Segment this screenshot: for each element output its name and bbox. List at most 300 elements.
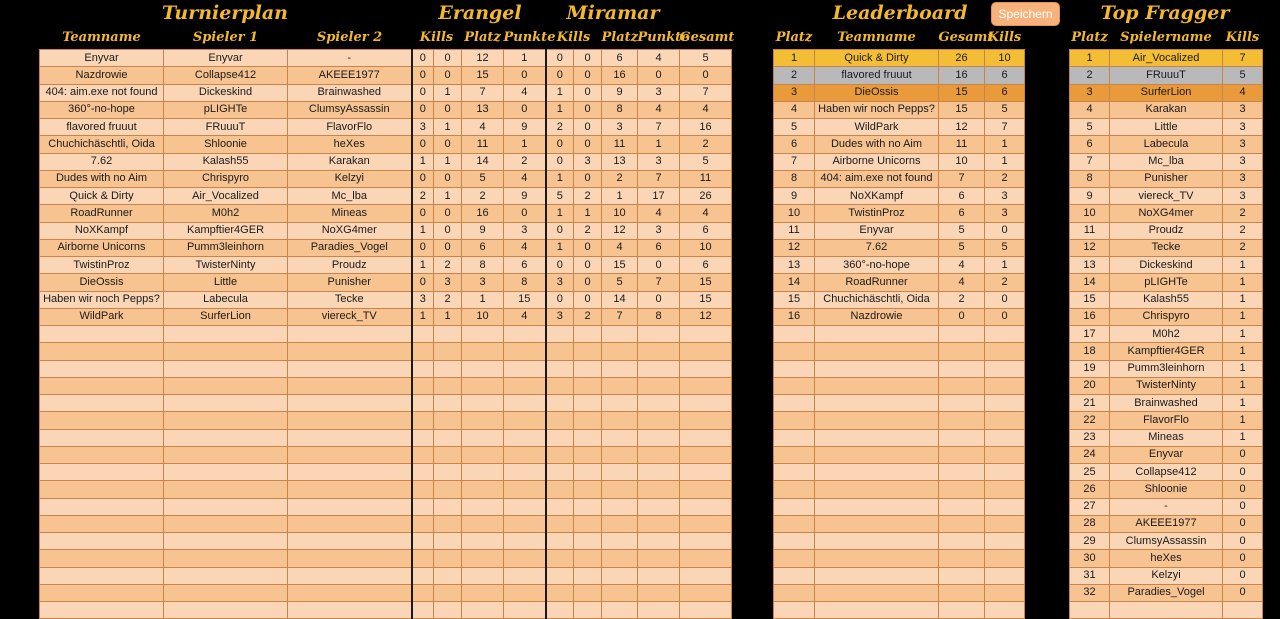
- table-cell[interactable]: NoXKampf: [40, 222, 164, 239]
- table-cell[interactable]: 0: [546, 136, 574, 153]
- table-cell[interactable]: 7: [602, 308, 638, 325]
- table-cell[interactable]: 15: [680, 291, 732, 308]
- table-cell[interactable]: 30: [1070, 550, 1110, 567]
- table-cell[interactable]: Karakan: [1110, 101, 1223, 118]
- table-cell[interactable]: Proudz: [1110, 222, 1223, 239]
- table-cell[interactable]: [680, 326, 732, 343]
- table-cell[interactable]: [985, 343, 1025, 360]
- table-cell[interactable]: [434, 446, 462, 463]
- table-cell[interactable]: Chuchichäschtli, Oida: [815, 291, 939, 308]
- table-cell[interactable]: [774, 446, 815, 463]
- table-cell[interactable]: 26: [939, 50, 985, 67]
- table-cell[interactable]: [462, 360, 504, 377]
- table-cell[interactable]: M0h2: [164, 205, 288, 222]
- table-cell[interactable]: [774, 481, 815, 498]
- table-cell[interactable]: [638, 429, 680, 446]
- table-cell[interactable]: 3: [546, 308, 574, 325]
- table-cell[interactable]: 6: [680, 257, 732, 274]
- table-cell[interactable]: 4: [638, 50, 680, 67]
- table-cell[interactable]: [546, 464, 574, 481]
- table-cell[interactable]: AKEEE1977: [1110, 515, 1223, 532]
- table-cell[interactable]: 27: [1070, 498, 1110, 515]
- table-cell[interactable]: [1110, 602, 1223, 619]
- table-cell[interactable]: 10: [774, 205, 815, 222]
- table-cell[interactable]: [546, 602, 574, 619]
- table-cell[interactable]: Punisher: [1110, 170, 1223, 187]
- table-cell[interactable]: 15: [774, 291, 815, 308]
- table-cell[interactable]: [288, 429, 412, 446]
- table-cell[interactable]: 6: [985, 84, 1025, 101]
- table-cell[interactable]: Shloonie: [164, 136, 288, 153]
- table-cell[interactable]: [939, 446, 985, 463]
- table-cell[interactable]: 8: [462, 257, 504, 274]
- table-cell[interactable]: 3: [546, 274, 574, 291]
- table-cell[interactable]: [462, 533, 504, 550]
- table-cell[interactable]: 2: [939, 291, 985, 308]
- table-cell[interactable]: [412, 515, 434, 532]
- table-cell[interactable]: WildPark: [40, 308, 164, 325]
- table-cell[interactable]: 15: [1070, 291, 1110, 308]
- table-cell[interactable]: ClumsyAssassin: [288, 101, 412, 118]
- table-cell[interactable]: viereck_TV: [288, 308, 412, 325]
- table-cell[interactable]: 1: [1223, 360, 1263, 377]
- table-cell[interactable]: 1: [434, 119, 462, 136]
- table-cell[interactable]: 6: [1070, 136, 1110, 153]
- table-cell[interactable]: 0: [939, 308, 985, 325]
- table-cell[interactable]: 2: [985, 274, 1025, 291]
- table-cell[interactable]: 1: [412, 308, 434, 325]
- table-cell[interactable]: 0: [412, 274, 434, 291]
- table-cell[interactable]: 1: [985, 153, 1025, 170]
- table-cell[interactable]: [815, 343, 939, 360]
- table-cell[interactable]: 1: [1223, 377, 1263, 394]
- table-cell[interactable]: 6: [504, 257, 546, 274]
- table-cell[interactable]: [434, 584, 462, 601]
- table-cell[interactable]: [774, 326, 815, 343]
- table-cell[interactable]: Tecke: [1110, 239, 1223, 256]
- table-cell[interactable]: 5: [680, 50, 732, 67]
- table-cell[interactable]: [815, 533, 939, 550]
- table-cell[interactable]: Enyvar: [164, 50, 288, 67]
- table-cell[interactable]: [504, 412, 546, 429]
- table-cell[interactable]: 0: [638, 257, 680, 274]
- table-cell[interactable]: [985, 533, 1025, 550]
- table-cell[interactable]: 0: [574, 67, 602, 84]
- table-cell[interactable]: 2: [1223, 222, 1263, 239]
- table-cell[interactable]: 0: [434, 170, 462, 187]
- table-cell[interactable]: 2: [434, 257, 462, 274]
- table-cell[interactable]: [680, 464, 732, 481]
- table-cell[interactable]: 5: [680, 153, 732, 170]
- table-cell[interactable]: 4: [680, 101, 732, 118]
- table-cell[interactable]: 4: [638, 101, 680, 118]
- table-cell[interactable]: [939, 567, 985, 584]
- table-cell[interactable]: 0: [412, 170, 434, 187]
- table-cell[interactable]: Punisher: [288, 274, 412, 291]
- table-cell[interactable]: Tecke: [288, 291, 412, 308]
- table-cell[interactable]: [164, 584, 288, 601]
- table-cell[interactable]: [985, 498, 1025, 515]
- table-cell[interactable]: 17: [1070, 326, 1110, 343]
- table-cell[interactable]: 8: [1070, 170, 1110, 187]
- table-cell[interactable]: [602, 395, 638, 412]
- table-cell[interactable]: 10: [1070, 205, 1110, 222]
- table-cell[interactable]: [412, 395, 434, 412]
- table-cell[interactable]: [939, 395, 985, 412]
- table-cell[interactable]: Quick & Dirty: [815, 50, 939, 67]
- table-cell[interactable]: 12: [680, 308, 732, 325]
- table-cell[interactable]: 7: [638, 274, 680, 291]
- table-cell[interactable]: [602, 429, 638, 446]
- table-cell[interactable]: [774, 343, 815, 360]
- table-cell[interactable]: [574, 446, 602, 463]
- table-cell[interactable]: 26: [1070, 481, 1110, 498]
- table-cell[interactable]: 2: [1223, 205, 1263, 222]
- table-cell[interactable]: [774, 498, 815, 515]
- table-cell[interactable]: 0: [504, 67, 546, 84]
- table-cell[interactable]: [40, 481, 164, 498]
- table-cell[interactable]: [434, 360, 462, 377]
- table-cell[interactable]: [602, 360, 638, 377]
- table-cell[interactable]: 7: [462, 84, 504, 101]
- table-cell[interactable]: [546, 360, 574, 377]
- table-cell[interactable]: [602, 464, 638, 481]
- table-cell[interactable]: flavored fruuut: [815, 67, 939, 84]
- table-cell[interactable]: 1: [434, 84, 462, 101]
- table-cell[interactable]: [546, 481, 574, 498]
- table-cell[interactable]: [412, 584, 434, 601]
- table-cell[interactable]: 9: [504, 188, 546, 205]
- table-cell[interactable]: [638, 567, 680, 584]
- table-cell[interactable]: Collapse412: [164, 67, 288, 84]
- table-cell[interactable]: [815, 602, 939, 619]
- table-cell[interactable]: 0: [412, 67, 434, 84]
- table-cell[interactable]: [574, 602, 602, 619]
- table-cell[interactable]: [638, 481, 680, 498]
- table-cell[interactable]: 0: [412, 101, 434, 118]
- table-cell[interactable]: [462, 377, 504, 394]
- table-cell[interactable]: [504, 515, 546, 532]
- table-cell[interactable]: Karakan: [288, 153, 412, 170]
- table-cell[interactable]: [288, 464, 412, 481]
- table-cell[interactable]: AKEEE1977: [288, 67, 412, 84]
- table-cell[interactable]: [602, 567, 638, 584]
- table-cell[interactable]: 7: [774, 153, 815, 170]
- table-cell[interactable]: 15: [504, 291, 546, 308]
- table-cell[interactable]: 0: [546, 291, 574, 308]
- table-cell[interactable]: [504, 584, 546, 601]
- table-cell[interactable]: [939, 429, 985, 446]
- table-cell[interactable]: [602, 550, 638, 567]
- table-cell[interactable]: [602, 602, 638, 619]
- table-cell[interactable]: 11: [939, 136, 985, 153]
- table-cell[interactable]: 4: [504, 239, 546, 256]
- table-cell[interactable]: [574, 515, 602, 532]
- table-cell[interactable]: 6: [602, 50, 638, 67]
- table-cell[interactable]: 4: [504, 170, 546, 187]
- table-cell[interactable]: 6: [774, 136, 815, 153]
- table-cell[interactable]: [680, 515, 732, 532]
- table-cell[interactable]: 0: [574, 84, 602, 101]
- table-cell[interactable]: [574, 377, 602, 394]
- table-cell[interactable]: 13: [462, 101, 504, 118]
- table-cell[interactable]: 1: [1223, 395, 1263, 412]
- table-cell[interactable]: 0: [638, 67, 680, 84]
- table-cell[interactable]: 0: [434, 101, 462, 118]
- table-cell[interactable]: 9: [774, 188, 815, 205]
- table-cell[interactable]: [939, 584, 985, 601]
- table-cell[interactable]: [602, 412, 638, 429]
- table-cell[interactable]: 0: [434, 50, 462, 67]
- table-cell[interactable]: [434, 464, 462, 481]
- table-cell[interactable]: [288, 377, 412, 394]
- table-cell[interactable]: [985, 377, 1025, 394]
- table-cell[interactable]: 0: [546, 257, 574, 274]
- table-cell[interactable]: 25: [1070, 464, 1110, 481]
- table-cell[interactable]: 1: [434, 188, 462, 205]
- table-cell[interactable]: 0: [1223, 550, 1263, 567]
- table-cell[interactable]: [574, 395, 602, 412]
- table-cell[interactable]: [939, 481, 985, 498]
- table-cell[interactable]: [288, 584, 412, 601]
- table-cell[interactable]: Proudz: [288, 257, 412, 274]
- table-cell[interactable]: 15: [680, 274, 732, 291]
- table-cell[interactable]: Little: [164, 274, 288, 291]
- table-cell[interactable]: Little: [1110, 119, 1223, 136]
- table-cell[interactable]: 4: [680, 205, 732, 222]
- table-cell[interactable]: 4: [774, 101, 815, 118]
- table-cell[interactable]: [815, 498, 939, 515]
- table-cell[interactable]: [40, 395, 164, 412]
- table-cell[interactable]: 22: [1070, 412, 1110, 429]
- table-cell[interactable]: [462, 498, 504, 515]
- table-cell[interactable]: Mc_lba: [1110, 153, 1223, 170]
- table-cell[interactable]: [985, 360, 1025, 377]
- table-cell[interactable]: [574, 533, 602, 550]
- table-cell[interactable]: 11: [680, 170, 732, 187]
- table-cell[interactable]: 2: [574, 308, 602, 325]
- table-cell[interactable]: 18: [1070, 343, 1110, 360]
- table-cell[interactable]: [434, 567, 462, 584]
- table-cell[interactable]: [774, 395, 815, 412]
- table-cell[interactable]: [638, 602, 680, 619]
- table-cell[interactable]: Kelzyi: [1110, 567, 1223, 584]
- table-cell[interactable]: 12: [1070, 239, 1110, 256]
- table-cell[interactable]: FlavorFlo: [1110, 412, 1223, 429]
- table-cell[interactable]: [602, 343, 638, 360]
- table-cell[interactable]: Collapse412: [1110, 464, 1223, 481]
- table-cell[interactable]: 0: [574, 291, 602, 308]
- table-cell[interactable]: 0: [574, 170, 602, 187]
- table-cell[interactable]: [40, 464, 164, 481]
- table-cell[interactable]: 5: [1223, 67, 1263, 84]
- table-cell[interactable]: 8: [504, 274, 546, 291]
- table-cell[interactable]: RoadRunner: [815, 274, 939, 291]
- table-cell[interactable]: 0: [412, 136, 434, 153]
- table-cell[interactable]: [939, 464, 985, 481]
- table-cell[interactable]: [638, 550, 680, 567]
- table-cell[interactable]: [462, 446, 504, 463]
- table-cell[interactable]: [434, 550, 462, 567]
- table-cell[interactable]: Brainwashed: [288, 84, 412, 101]
- table-cell[interactable]: flavored fruuut: [40, 119, 164, 136]
- table-cell[interactable]: [288, 533, 412, 550]
- table-cell[interactable]: [1070, 602, 1110, 619]
- table-cell[interactable]: [815, 481, 939, 498]
- table-cell[interactable]: 5: [985, 239, 1025, 256]
- table-cell[interactable]: 14: [462, 153, 504, 170]
- table-cell[interactable]: 0: [546, 67, 574, 84]
- table-cell[interactable]: [680, 481, 732, 498]
- table-cell[interactable]: [815, 515, 939, 532]
- table-cell[interactable]: [434, 429, 462, 446]
- table-cell[interactable]: heXes: [1110, 550, 1223, 567]
- table-cell[interactable]: 0: [434, 239, 462, 256]
- table-cell[interactable]: [574, 584, 602, 601]
- table-cell[interactable]: [40, 360, 164, 377]
- table-cell[interactable]: [412, 602, 434, 619]
- table-cell[interactable]: 0: [574, 101, 602, 118]
- table-cell[interactable]: [40, 602, 164, 619]
- table-cell[interactable]: [985, 515, 1025, 532]
- table-cell[interactable]: 11: [1070, 222, 1110, 239]
- table-cell[interactable]: [574, 464, 602, 481]
- table-cell[interactable]: 2: [546, 119, 574, 136]
- table-cell[interactable]: 0: [574, 50, 602, 67]
- table-cell[interactable]: [164, 515, 288, 532]
- table-cell[interactable]: [164, 464, 288, 481]
- table-cell[interactable]: 3: [434, 274, 462, 291]
- table-cell[interactable]: Labecula: [164, 291, 288, 308]
- table-cell[interactable]: [434, 377, 462, 394]
- table-cell[interactable]: 0: [434, 222, 462, 239]
- table-cell[interactable]: 2: [434, 291, 462, 308]
- table-cell[interactable]: 0: [434, 67, 462, 84]
- table-cell[interactable]: 7.62: [40, 153, 164, 170]
- table-cell[interactable]: 6: [985, 67, 1025, 84]
- table-cell[interactable]: [412, 377, 434, 394]
- table-cell[interactable]: Enyvar: [40, 50, 164, 67]
- table-cell[interactable]: [985, 446, 1025, 463]
- table-cell[interactable]: [164, 360, 288, 377]
- table-cell[interactable]: 0: [985, 308, 1025, 325]
- table-cell[interactable]: 0: [1223, 533, 1263, 550]
- table-cell[interactable]: Airborne Unicorns: [815, 153, 939, 170]
- table-cell[interactable]: 4: [1070, 101, 1110, 118]
- table-cell[interactable]: TwistinProz: [40, 257, 164, 274]
- table-cell[interactable]: 4: [462, 119, 504, 136]
- table-cell[interactable]: [412, 498, 434, 515]
- table-cell[interactable]: [462, 584, 504, 601]
- table-cell[interactable]: [680, 550, 732, 567]
- table-cell[interactable]: 21: [1070, 395, 1110, 412]
- table-cell[interactable]: 1: [412, 153, 434, 170]
- table-cell[interactable]: [939, 360, 985, 377]
- table-cell[interactable]: 0: [1223, 498, 1263, 515]
- table-cell[interactable]: [774, 464, 815, 481]
- table-cell[interactable]: [462, 326, 504, 343]
- table-cell[interactable]: [815, 377, 939, 394]
- table-cell[interactable]: 2: [602, 170, 638, 187]
- table-cell[interactable]: 13: [602, 153, 638, 170]
- table-cell[interactable]: [164, 446, 288, 463]
- table-cell[interactable]: 6: [680, 222, 732, 239]
- table-cell[interactable]: 10: [985, 50, 1025, 67]
- table-cell[interactable]: [40, 377, 164, 394]
- table-cell[interactable]: [288, 326, 412, 343]
- table-cell[interactable]: [462, 602, 504, 619]
- table-cell[interactable]: [638, 377, 680, 394]
- table-cell[interactable]: [288, 481, 412, 498]
- table-cell[interactable]: [504, 343, 546, 360]
- table-cell[interactable]: 3: [412, 291, 434, 308]
- table-cell[interactable]: 1: [1223, 412, 1263, 429]
- table-cell[interactable]: 15: [462, 67, 504, 84]
- table-cell[interactable]: 5: [939, 239, 985, 256]
- table-cell[interactable]: 1: [574, 205, 602, 222]
- table-cell[interactable]: 5: [939, 222, 985, 239]
- table-cell[interactable]: 8: [602, 101, 638, 118]
- table-cell[interactable]: [434, 343, 462, 360]
- table-cell[interactable]: 29: [1070, 533, 1110, 550]
- table-cell[interactable]: TwistinProz: [815, 205, 939, 222]
- table-cell[interactable]: [462, 550, 504, 567]
- table-cell[interactable]: [40, 584, 164, 601]
- table-cell[interactable]: 12: [602, 222, 638, 239]
- table-cell[interactable]: 0: [434, 136, 462, 153]
- table-cell[interactable]: 1: [504, 50, 546, 67]
- table-cell[interactable]: pLIGHTe: [1110, 274, 1223, 291]
- table-cell[interactable]: 0: [546, 153, 574, 170]
- table-cell[interactable]: 13: [774, 257, 815, 274]
- table-cell[interactable]: [602, 326, 638, 343]
- table-cell[interactable]: [602, 533, 638, 550]
- table-cell[interactable]: TwisterNinty: [1110, 377, 1223, 394]
- table-cell[interactable]: 0: [985, 291, 1025, 308]
- table-cell[interactable]: [680, 567, 732, 584]
- table-cell[interactable]: Kalash55: [1110, 291, 1223, 308]
- table-cell[interactable]: [164, 429, 288, 446]
- table-cell[interactable]: [40, 429, 164, 446]
- table-cell[interactable]: [574, 326, 602, 343]
- table-cell[interactable]: [412, 464, 434, 481]
- table-cell[interactable]: 0: [546, 222, 574, 239]
- table-cell[interactable]: [815, 360, 939, 377]
- table-cell[interactable]: [774, 429, 815, 446]
- table-cell[interactable]: [412, 533, 434, 550]
- table-cell[interactable]: [434, 602, 462, 619]
- table-cell[interactable]: Dickeskind: [164, 84, 288, 101]
- table-cell[interactable]: Labecula: [1110, 136, 1223, 153]
- table-cell[interactable]: 1: [1223, 429, 1263, 446]
- table-cell[interactable]: [288, 395, 412, 412]
- table-cell[interactable]: Airborne Unicorns: [40, 239, 164, 256]
- table-cell[interactable]: 10: [680, 239, 732, 256]
- table-cell[interactable]: RoadRunner: [40, 205, 164, 222]
- table-cell[interactable]: [546, 498, 574, 515]
- table-cell[interactable]: [638, 515, 680, 532]
- table-cell[interactable]: 16: [939, 67, 985, 84]
- table-cell[interactable]: 1: [1223, 257, 1263, 274]
- table-cell[interactable]: [164, 377, 288, 394]
- table-cell[interactable]: [164, 602, 288, 619]
- table-cell[interactable]: 3: [638, 84, 680, 101]
- table-cell[interactable]: 1: [546, 84, 574, 101]
- table-cell[interactable]: [40, 533, 164, 550]
- table-cell[interactable]: 2: [680, 136, 732, 153]
- table-cell[interactable]: Pumm3leinhorn: [164, 239, 288, 256]
- table-cell[interactable]: [815, 446, 939, 463]
